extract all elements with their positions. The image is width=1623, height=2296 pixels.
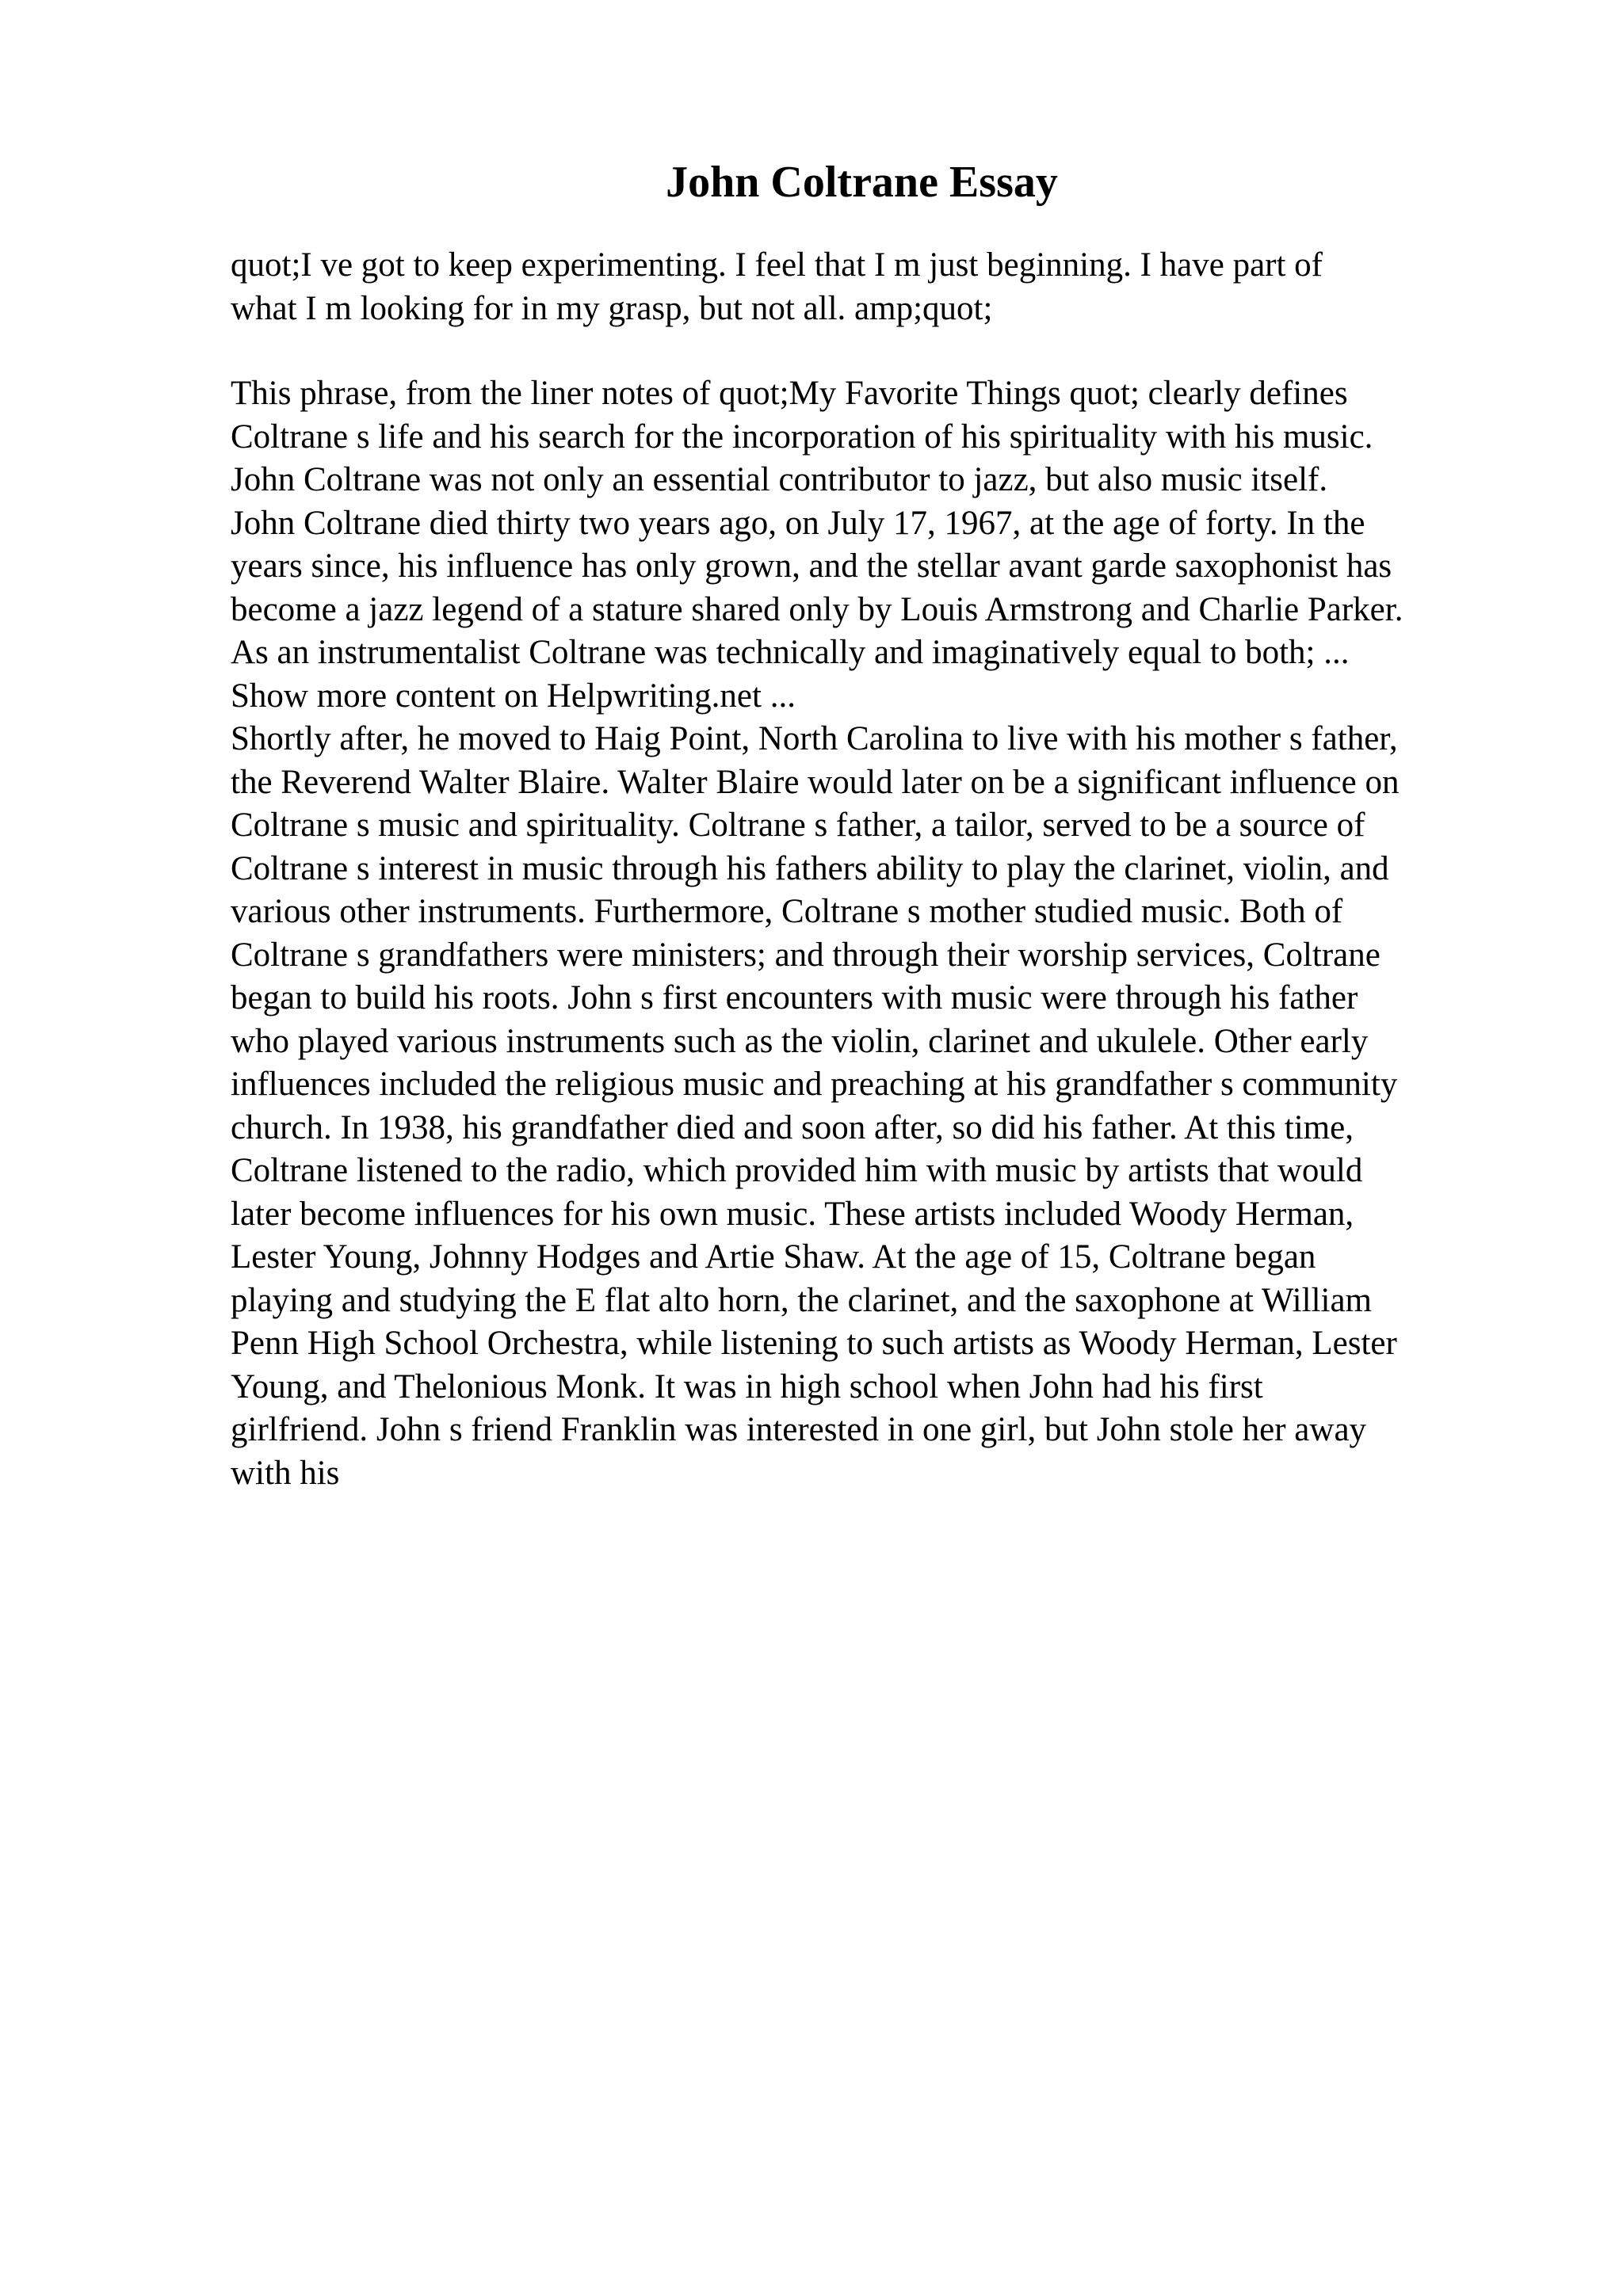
- text-line: Penn High School Orchestra, while listening to such artists as Woody Herman, Lester: [231, 1325, 1397, 1362]
- text-line: John Coltrane died thirty two years ago, on July 17, 1967, at the age of forty. In the: [231, 504, 1365, 542]
- paragraph-1: [231, 244, 1530, 330]
- text-line: Young, and Thelonious Monk. It was in high school when John had his first: [231, 1367, 1263, 1405]
- text-line: girlfriend. John s friend Franklin was interested in one girl, but John stole her away: [231, 1411, 1367, 1448]
- text-line: Show more content on Helpwriting.net ...: [231, 677, 796, 715]
- text-line: Lester Young, Johnny Hodges and Artie Shaw. At the age of 15, Coltrane began: [231, 1238, 1316, 1276]
- document-body: [231, 244, 1530, 1495]
- text-line: Coltrane s life and his search for the incorporation of his spirituality with his music.: [231, 418, 1373, 456]
- paragraph-gap: [231, 330, 1530, 372]
- text-line: quot;I ve got to keep experimenting. I feel that I m just beginning. I have part of: [231, 246, 1323, 284]
- text-line: As an instrumentalist Coltrane was technically and imaginatively equal to both; ...: [231, 634, 1350, 671]
- text-line: become a jazz legend of a stature shared only by Louis Armstrong and Charlie Parker.: [231, 590, 1403, 628]
- text-line: Coltrane listened to the radio, which provided him with music by artists that would: [231, 1152, 1363, 1189]
- text-line: various other instruments. Furthermore, Coltrane s mother studied music. Both of: [231, 893, 1343, 930]
- text-line: church. In 1938, his grandfather died and soon after, so did his father. At this time,: [231, 1108, 1354, 1146]
- text-line: Coltrane s music and spirituality. Coltrane s father, a tailor, served to be a source of: [231, 807, 1365, 844]
- text-line: playing and studying the E flat alto horn, the clarinet, and the saxophone at William: [231, 1281, 1372, 1319]
- paragraph-2: [231, 372, 1530, 1495]
- text-line: with his: [231, 1454, 340, 1492]
- text-line: what I m looking for in my grasp, but not all. amp;quot;: [231, 289, 993, 327]
- text-line: began to build his roots. John s first encounters with music were through his father: [231, 979, 1358, 1016]
- text-line: This phrase, from the liner notes of quot;My Favorite Things quot; clearly defines: [231, 375, 1348, 412]
- text-line: influences included the religious music and preaching at his grandfather s community: [231, 1066, 1398, 1103]
- text-line: the Reverend Walter Blaire. Walter Blaire would later on be a significant influence on: [231, 763, 1400, 801]
- text-line: Coltrane s grandfathers were ministers; and through their worship services, Coltrane: [231, 936, 1381, 974]
- text-line: Coltrane s interest in music through his fathers ability to play the clarinet, violin, and: [231, 849, 1389, 887]
- text-line: Shortly after, he moved to Haig Point, North Carolina to live with his mother s father,: [231, 720, 1398, 757]
- text-line: who played various instruments such as the violin, clarinet and ukulele. Other early: [231, 1022, 1369, 1060]
- text-line: later become influences for his own music. These artists included Woody Herman,: [231, 1195, 1354, 1233]
- document-title: John Coltrane Essay: [666, 158, 1058, 207]
- text-line: John Coltrane was not only an essential contributor to jazz, but also music itself.: [231, 461, 1328, 498]
- text-line: years since, his influence has only grown, and the stellar avant garde saxophonist has: [231, 547, 1392, 585]
